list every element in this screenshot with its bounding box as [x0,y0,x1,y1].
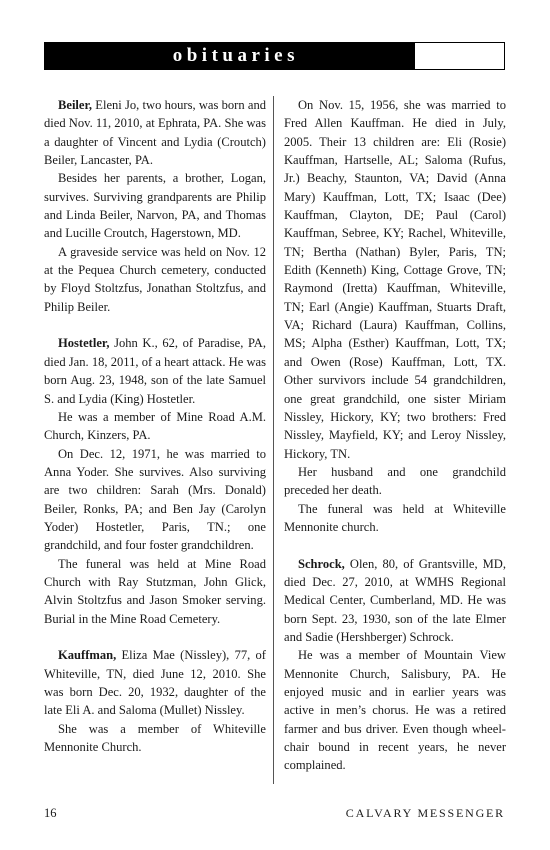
column-divider [273,96,274,784]
section-header [44,42,505,70]
obituary-entry-start [284,555,506,647]
obituary-surname: Hostetler, [58,336,110,351]
obituary-paragraph [284,646,506,774]
entry-spacer [44,316,266,334]
obituary-paragraph [284,96,506,463]
obituary-paragraph [284,463,506,500]
entry-spacer [284,536,506,554]
obituary-entry-start [44,334,266,407]
publication-name: CALVARY MESSENGER [345,806,505,820]
obituary-paragraph [44,243,266,316]
obituary-paragraph [284,500,506,537]
right-column [284,96,506,775]
obituary-surname: Schrock, [298,556,345,571]
paragraph-text: The funeral was held at Mine Road Church with Ray Stutzman, John Glick, Alvin Stoltzfus and Jason Smoker serving. Burial in the Mine Road Cemetery. [44,556,266,626]
obituary-paragraph [44,169,266,242]
section-title: obituaries [45,43,415,69]
obituary-entry-start [44,96,266,169]
paragraph-text: He was a member of Mine Road A.M. Church, Kinzers, PA. [44,409,266,443]
paragraph-text: A graveside service was held on Nov. 12 at the Pequea Church cemetery, conducted by Floyd Stoltzfus, Jonathan Stoltzfus, and Philip Beiler. [44,244,266,314]
paragraph-text: On Dec. 12, 1971, he was married to Anna Yoder. She survives. Also surviving are two children: Sarah (Mrs. Donald) Beiler, Ronks, PA; and Ben Jay (Carolyn Yoder) Hostetler, Paris, TN.; one grandchild, and four foster grandchildren. [44,446,266,553]
paragraph-text: Olen, 80, of Grantsville, MD, died Dec. 27, 2010, at WMHS Regional Medical Center, Cumberland, MD. He was born Sept. 23, 1930, son of the late Elmer and Sadie (Hershberger) Schrock. [284,556,506,644]
obituary-paragraph [44,445,266,555]
obituary-surname: Beiler, [58,98,93,112]
obituary-paragraph [44,720,266,757]
obituary-surname: Kauffman, [58,648,117,663]
obituary-paragraph [44,555,266,628]
paragraph-text: He was a member of Mountain View Mennonite Church, Salisbury, PA. He enjoyed music and in earlier years was active in men’s chorus. He was a retired farmer and bus driver. Even though wheel-chair bound in recent years, he never complained. [284,648,506,773]
paragraph-text: The funeral was held at Whiteville Mennonite church. [284,501,506,534]
obituary-paragraph [44,408,266,445]
left-column [44,96,266,756]
paragraph-text: Besides her parents, a brother, Logan, survives. Surviving grandparents are Philip and Linda Beiler, Narvon, PA, and Thomas and Lucille Croutch, Hagerstown, MD. [44,171,266,241]
paragraph-text: She was a member of Whiteville Mennonite Church. [44,721,266,755]
paragraph-text: Her husband and one grandchild preceded her death. [284,464,506,498]
paragraph-text: John K., 62, of Paradise, PA, died Jan. 18, 2011, of a heart attack. He was born Aug. 23, 1948, son of the late Samuel S. and Lydia (King) Hostetler. [44,336,266,406]
obituary-entry-start [44,646,266,719]
page-number: 16 [44,806,57,820]
paragraph-text: Eliza Mae (Nissley), 77, of Whiteville, TN, died June 12, 2010. She was born Dec. 20, 1932, daughter of the late Eli A. and Saloma (Mullet) Nissley. [44,648,266,718]
entry-spacer [44,628,266,646]
paragraph-text: On Nov. 15, 1956, she was married to Fred Allen Kauffman. He died in July, 2005. Their 13 children are: Eli (Rosie) Kauffman, Hartselle, AL; Saloma (Rufus, Jr.) Beachy, Staunton, VA; David (Anna Mary) Kauffman, Lott, TX; Isaac (Dee) Kauffman, Clayton, DE; Paul (Carol) Kauffman, Sebree, KY; Rachel, Whiteville, TN; Bertha (Nathan) Byler, Paris, TN; Edith (Kenneth) King, Cottage Grove, TN; Raymond (Iretta) Kauffman, Whiteville, TN; Earl (Angie) Kauffman, Stuarts Draft, VA; Richard (Laura) Kauffman, Collins, MS; Alpha (Esther) Kauffman, Lott, TX; and Owen (Rose) Kauffman, Lott, TX. Other survivors include 54 grandchildren, one great grandchild, one sister Miriam Nissley, Hickory, KY; two brothers: Fred Nissley, Mayfield, KY; and Leroy Nissley, Hickory, TN. [284,98,506,461]
paragraph-text: Eleni Jo, two hours, was born and died Nov. 11, 2010, at Ephrata, PA. She was a daughter of Vincent and Lydia (Croutch) Beiler, Lancaster, PA. [44,98,266,168]
